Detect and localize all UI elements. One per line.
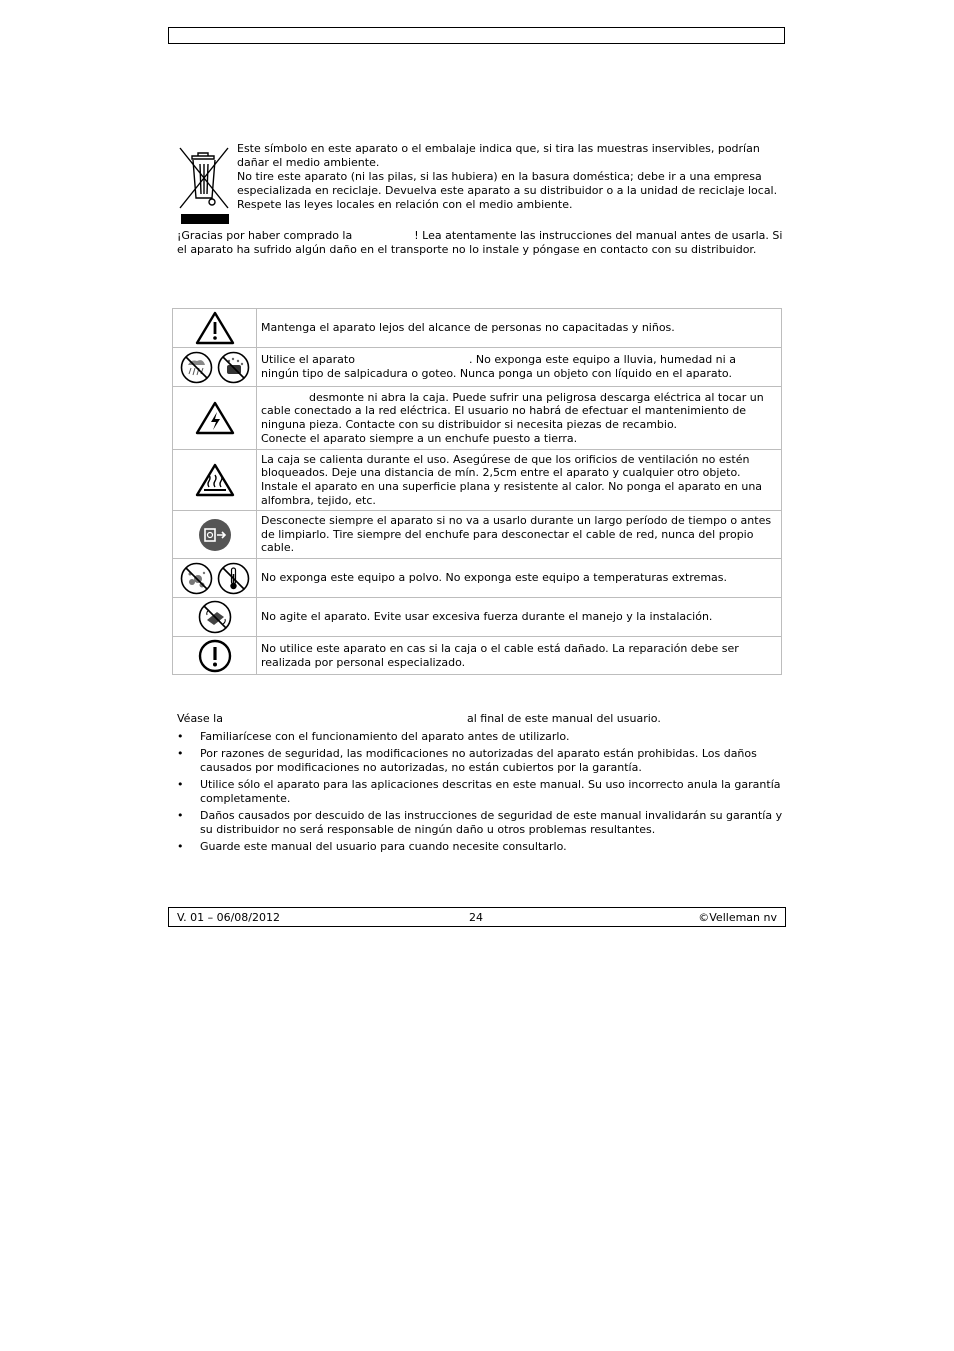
safety-instructions-table	[172, 308, 782, 675]
no-dust-icon	[180, 562, 213, 595]
safety-text-a: Utilice el aparato	[261, 353, 355, 367]
weee-notice	[237, 142, 782, 212]
safety-text: desmonte ni abra la caja. Puede sufrir una peligrosa descarga eléctrica al tocar un cable conectado a la red eléctrica. El usuario no habrá de efectuar el mantenimiento de ninguna pieza. Contacte con su distribuidor si necesita piezas de recambio.	[261, 390, 764, 431]
safety-text: No exponga este equipo a polvo. No exponga este equipo a temperaturas extremas.	[257, 559, 782, 598]
guidelines-list	[177, 730, 783, 857]
weee-paragraph-2: No tire este aparato (ni las pilas, si las hubiera) en la basura doméstica; debe ir a una empresa especializada en reciclaje. Devuelva este aparato a su distribuidor o a la unidad de reciclaje local. Respete las leyes locales en relación con el medio ambiente.	[237, 170, 778, 211]
table-row	[173, 559, 782, 598]
hot-surface-icon	[195, 463, 235, 497]
footer-page-number: 24	[469, 911, 483, 924]
list-item: • Por razones de seguridad, las modificaciones no autorizadas del aparato están prohibidas. Los daños causados por modificaciones no autorizadas, no están cubiertos por la garantía.	[177, 747, 757, 774]
no-shaking-icon	[198, 600, 232, 634]
page-footer	[168, 907, 786, 927]
weee-paragraph-1: Este símbolo en este aparato o el embalaje indica que, si tira las muestras inservibles, podrían dañar el medio ambiente.	[237, 142, 760, 169]
unplug-icon	[198, 518, 232, 552]
footer-copyright: ©Velleman nv	[698, 911, 777, 924]
table-row	[173, 637, 782, 675]
intro-paragraph	[177, 229, 783, 257]
table-row	[173, 348, 782, 387]
intro-part-1: ¡Gracias por haber comprado la	[177, 229, 353, 242]
exclamation-circle-icon	[198, 639, 232, 673]
safety-text-b: . No exponga este equipo a lluvia, humedad ni a ningún tipo de salpicadura o goteo. Nunca ponga un objeto con líquido en el aparato.	[261, 353, 736, 380]
table-row	[173, 387, 782, 450]
table-row	[173, 598, 782, 637]
no-extreme-temperature-icon	[217, 562, 250, 595]
table-row	[173, 450, 782, 511]
footer-version: V. 01 – 06/08/2012	[177, 911, 280, 924]
no-splash-icon	[217, 351, 250, 384]
list-item: • Daños causados por descuido de las instrucciones de seguridad de este manual invalidarán su garantía y su distribuidor no será responsable de ningún daño u otros problemas resultantes.	[177, 809, 783, 836]
table-row	[173, 511, 782, 559]
electric-shock-icon	[195, 401, 235, 435]
table-row	[173, 309, 782, 348]
header-box	[168, 27, 785, 44]
safety-text-2: Conecte el aparato siempre a un enchufe puesto a tierra.	[261, 431, 578, 445]
list-item: • Familiarícese con el funcionamiento del aparato antes de utilizarlo.	[177, 730, 570, 743]
list-item: • Guarde este manual del usuario para cuando necesite consultarlo.	[177, 840, 567, 853]
see-also-b: al final de este manual del usuario.	[466, 712, 661, 725]
safety-text: Desconecte siempre el aparato si no va a usarlo durante un largo período de tiempo o antes de limpiarlo. Tire siempre del enchufe para desconectar el cable de red, nunca del propio cable.	[257, 511, 782, 559]
see-also-a: Véase la	[177, 712, 223, 725]
see-also-line	[177, 712, 783, 726]
safety-text: La caja se calienta durante el uso. Asegúrese de que los orificios de ventilación no estén bloqueados. Deje una distancia de mín. 2,5cm entre el aparato y cualquier otro objeto. Instale el aparato en una superficie plana y resistente al calor. No ponga el aparato en una alfombra, tejido, etc.	[257, 450, 782, 511]
intro-part-2: ! Lea atentamente las instrucciones del manual antes de usarla. Si el aparato ha sufrido algún daño en el transporte no lo instale y póngase en contacto con su distribuidor.	[177, 229, 783, 256]
safety-text: No utilice este aparato en cas si la caja o el cable está dañado. La reparación debe ser realizada por personal especializado.	[257, 637, 782, 675]
safety-text: Mantenga el aparato lejos del alcance de personas no capacitadas y niños.	[257, 309, 782, 348]
list-item: • Utilice sólo el aparato para las aplicaciones descritas en este manual. Su uso incorrecto anula la garantía completamente.	[177, 778, 781, 805]
no-rain-icon	[180, 351, 213, 384]
crossed-out-wheelie-bin-icon	[176, 142, 234, 226]
warning-triangle-icon	[195, 311, 235, 345]
safety-text: No agite el aparato. Evite usar excesiva fuerza durante el manejo y la instalación.	[257, 598, 782, 637]
